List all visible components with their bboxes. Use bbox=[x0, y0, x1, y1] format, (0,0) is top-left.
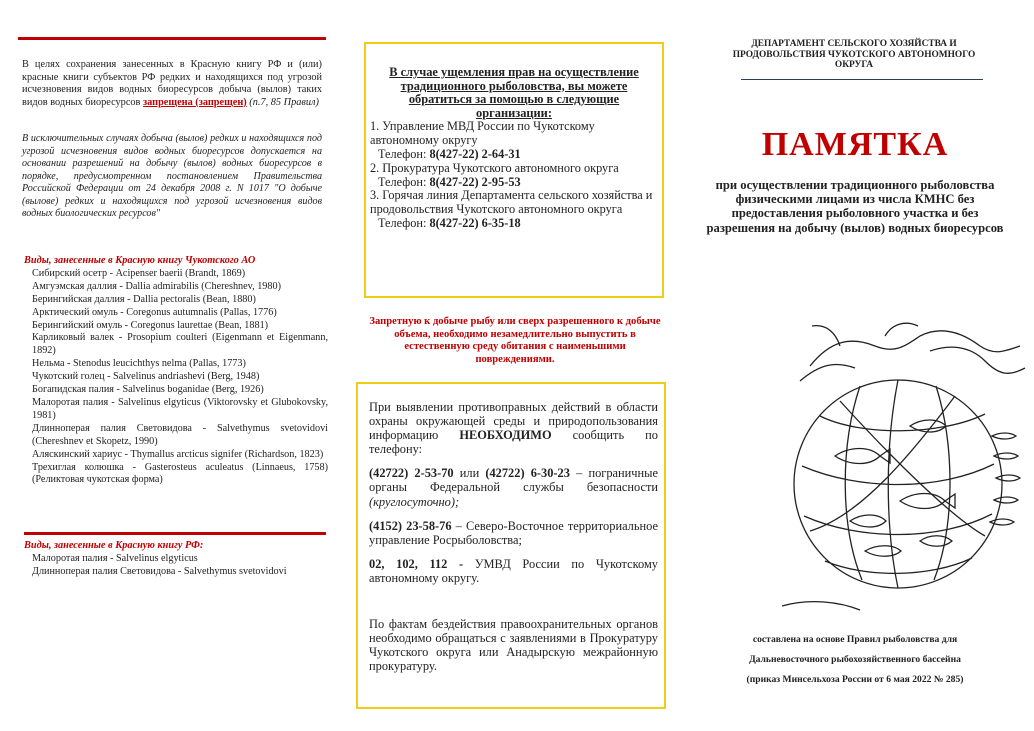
species-rf-section bbox=[24, 540, 328, 579]
species-rf-title: Виды, занесенные в Красную книгу РФ: bbox=[24, 540, 204, 551]
fishing-net-fish-icon bbox=[780, 306, 1030, 628]
report-violations-box bbox=[356, 382, 666, 709]
footer-source: составлена на основе Правил рыболовства для Дальневосточного рыбохозяйственного бассейна (приказ Минсельхоза России от 6 мая 2022 № 285) bbox=[746, 634, 964, 685]
report-fsb: (42722) 2-53-70 или (42722) 6-30-23 – пограничные органы Федеральной службы безопасности (круглосуточно); bbox=[369, 466, 658, 509]
org-item: 1. Управление МВД России по Чукотскому автономному округу Телефон: 8(427-22) 2-64-31 bbox=[370, 119, 595, 161]
page-title: ПАМЯТКА bbox=[761, 126, 949, 163]
species-item: Арктический омуль - Coregonus autumnalis (Pallas, 1776) bbox=[32, 306, 277, 318]
page-subtitle: при осуществлении традиционного рыболовства физическими лицами из числа КМНС без предоставления рыболовного участка и без разрешения на добычу (вылов) водных биоресурсов bbox=[706, 178, 1004, 235]
report-intro: При выявлении противоправных действий в области охраны окружающей среды и природопользования информацию НЕОБХОДИМО сообщить по телефону: bbox=[369, 400, 658, 457]
org-phone: 8(427-22) 2-64-31 bbox=[429, 146, 521, 161]
species-item: Берингийская даллия - Dallia pectoralis (Bean, 1880) bbox=[32, 293, 256, 305]
species-item: Нельма - Stenodus leucichthys nelma (Pallas, 1773) bbox=[32, 358, 246, 370]
species-ao-list bbox=[32, 268, 328, 487]
intro-paragraph: В целях сохранения занесенных в Красную книгу РФ и (или) красные книги субъектов РФ редких и находящихся под угрозой исчезновения видов водных биоресурсов добыча (вылов) таких видов водных биоресурсов запрещена (запрещен) (п.7, 85 Правил) bbox=[22, 59, 322, 108]
species-item: Богапидская палия - Salvelinus boganidae (Berg, 1926) bbox=[32, 384, 264, 396]
species-item: Малоротая палия - Salvelinus elgyticus (Viktorovsky et Glubokovsky, 1981) bbox=[32, 396, 328, 421]
org-phone: 8(427-22) 2-95-53 bbox=[429, 174, 521, 189]
species-ao-section bbox=[24, 255, 328, 487]
org-item: 3. Горячая линия Департамента сельского хозяйства и продовольствия Чукотского автономного округа Телефон: 8(427-22) 6-35-18 bbox=[370, 188, 653, 230]
species-item: Амгуэмская даллия - Dallia admirabilis (Chereshnev, 1980) bbox=[32, 280, 281, 292]
org-phone: 8(427-22) 6-35-18 bbox=[429, 215, 521, 230]
species-rf-list bbox=[32, 553, 328, 579]
exception-note: В исключительных случаях добыча (вылов) редких и находящихся под угрозой исчезновения видов водных биоресурсов допускается на основании разрешений на добычу (вылов) водных биоресурсов в порядке, предусмотренном постановлением Правительства Российской Федерации от 24 декабря 2008 г. N 1017 "О добыче (вылове) редких и находящихся под угрозой исчезновения видов водных биологических ресурсов" bbox=[22, 133, 322, 219]
left-mid-red-line bbox=[24, 532, 326, 535]
department-underline bbox=[741, 79, 983, 80]
species-item: Сибирский осетр - Acipenser baerii (Brandt, 1869) bbox=[32, 267, 246, 279]
species-item: Малоротая палия - Salvelinus elgyticus bbox=[32, 552, 198, 564]
report-umvd: 02, 102, 112 - УМВД России по Чукотскому автономному округу. bbox=[369, 556, 658, 585]
contact-orgs-box bbox=[364, 42, 664, 298]
species-item: Берингийский омуль - Coregonus laurettae (Bean, 1881) bbox=[32, 319, 269, 331]
org-item: 2. Прокуратура Чукотского автономного округа Телефон: 8(427-22) 2-95-53 bbox=[370, 160, 619, 189]
report-prosecutor: По фактам бездействия правоохранительных органов необходимо обращаться с заявлениями в Прокуратуру Чукотского округа или Анадырскую межрайонную прокуратуру. bbox=[369, 617, 658, 674]
report-rosrybolovstvo: (4152) 23-58-76 – Северо-Восточное территориальное управление Росрыболовства; bbox=[369, 518, 658, 547]
species-item: Карликовый валек - Prosopium coulteri (Eigenmann et Eigenmann, 1892) bbox=[32, 332, 328, 357]
species-ao-title: Виды, занесенные в Красную книгу Чукотского АО bbox=[24, 255, 256, 266]
species-item: Длинноперая палия Световидова - Salvethymus svetovidovi (Chereshnev et Skopetz, 1990) bbox=[32, 422, 328, 447]
prohibited-word: запрещена (запрещен) bbox=[143, 96, 247, 108]
species-item: Чукотский голец - Salvelinus andriashevi (Berg, 1948) bbox=[32, 371, 260, 383]
species-item: Трехиглая колюшка - Gasterosteus aculeatus (Linnaeus, 1758) (Реликтовая чукотская форма) bbox=[32, 461, 328, 486]
contact-orgs-header: В случае ущемления прав на осуществление традиционного рыболовства, вы можете обратиться за помощью в следующие организации: bbox=[389, 65, 639, 120]
left-top-red-line bbox=[18, 37, 326, 40]
species-item: Аляскинский хариус - Thymallus arcticus signifer (Richardson, 1823) bbox=[32, 448, 324, 460]
species-item: Длинноперая палия Световидова - Salvethymus svetovidovi bbox=[32, 565, 287, 577]
release-fish-warning: Запретную к добыче рыбу или сверх разрешенного к добыче объема, необходимо незамедлительно выпустить в естественную среду обитания с наименьшими повреждениями. bbox=[369, 316, 661, 365]
department-name: ДЕПАРТАМЕНТ СЕЛЬСКОГО ХОЗЯЙСТВА И ПРОДОВОЛЬСТВИЯ ЧУКОТСКОГО АВТОНОМНОГО ОКРУГА bbox=[732, 39, 976, 71]
contact-orgs-list bbox=[366, 120, 662, 230]
